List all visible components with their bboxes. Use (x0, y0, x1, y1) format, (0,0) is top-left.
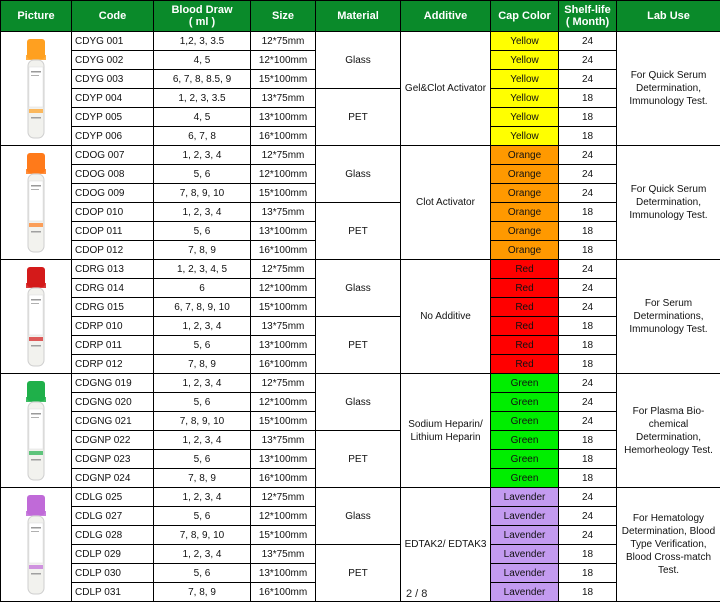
cap-color: Orange (491, 222, 559, 241)
tube-size: 16*100mm (251, 127, 316, 146)
header-picture: Picture (1, 1, 72, 32)
tube-size: 13*75mm (251, 203, 316, 222)
cap-color: Lavender (491, 564, 559, 583)
product-code: CDYP 005 (72, 108, 154, 127)
blood-draw-volume: 5, 6 (154, 507, 251, 526)
product-code: CDRP 012 (72, 355, 154, 374)
product-code: CDLG 027 (72, 507, 154, 526)
header-code: Code (72, 1, 154, 32)
additive: Gel&Clot Activator (401, 32, 491, 146)
product-code: CDRG 014 (72, 279, 154, 298)
blood-draw-volume: 6, 7, 8, 8.5, 9 (154, 70, 251, 89)
shelf-life: 18 (559, 89, 617, 108)
blood-draw-volume: 7, 8, 9 (154, 583, 251, 602)
cap-color: Orange (491, 241, 559, 260)
cap-color: Lavender (491, 507, 559, 526)
blood-draw-volume: 7, 8, 9 (154, 469, 251, 488)
cap-color: Yellow (491, 51, 559, 70)
material-glass: Glass (316, 374, 401, 431)
shelf-life: 24 (559, 260, 617, 279)
product-code: CDOG 007 (72, 146, 154, 165)
cap-color: Lavender (491, 526, 559, 545)
shelf-life: 24 (559, 412, 617, 431)
blood-draw-volume: 7, 8, 9 (154, 355, 251, 374)
blood-draw-volume: 5, 6 (154, 564, 251, 583)
orange-cap-tube-icon (23, 151, 49, 255)
tube-size: 12*75mm (251, 32, 316, 51)
lab-use: For Quick Serum Determination, Immunology Test. (617, 146, 720, 260)
additive: No Additive (401, 260, 491, 374)
shelf-life: 18 (559, 545, 617, 564)
table-row (1, 374, 720, 393)
cap-color: Yellow (491, 108, 559, 127)
cap-color: Green (491, 412, 559, 431)
shelf-life: 18 (559, 336, 617, 355)
tube-size: 12*100mm (251, 393, 316, 412)
material-pet: PET (316, 545, 401, 602)
tube-size: 13*75mm (251, 545, 316, 564)
tube-size: 16*100mm (251, 241, 316, 260)
table-row (1, 203, 720, 222)
tube-size: 12*75mm (251, 146, 316, 165)
tube-size: 12*100mm (251, 51, 316, 70)
cap-color: Orange (491, 203, 559, 222)
blood-draw-volume: 7, 8, 9 (154, 241, 251, 260)
tube-size: 16*100mm (251, 355, 316, 374)
tube-size: 13*100mm (251, 108, 316, 127)
header-size: Size (251, 1, 316, 32)
tube-size: 16*100mm (251, 469, 316, 488)
shelf-life: 18 (559, 469, 617, 488)
blood-draw-volume: 1, 2, 3, 4 (154, 488, 251, 507)
material-glass: Glass (316, 488, 401, 545)
additive: EDTAK2/ EDTAK3 (401, 488, 491, 602)
tube-picture (1, 488, 72, 602)
product-code: CDLP 031 (72, 583, 154, 602)
shelf-life: 24 (559, 51, 617, 70)
table-row (1, 146, 720, 165)
product-code: CDOP 012 (72, 241, 154, 260)
header-cap-color: Cap Color (491, 1, 559, 32)
blood-draw-volume: 7, 8, 9, 10 (154, 184, 251, 203)
product-code: CDLG 028 (72, 526, 154, 545)
product-code: CDYG 001 (72, 32, 154, 51)
product-code: CDRG 013 (72, 260, 154, 279)
shelf-life: 24 (559, 184, 617, 203)
blood-draw-volume: 1, 2, 3, 3.5 (154, 89, 251, 108)
tube-size: 12*100mm (251, 279, 316, 298)
cap-color: Red (491, 317, 559, 336)
lavender-cap-tube-icon (23, 493, 49, 597)
tube-size: 15*100mm (251, 184, 316, 203)
shelf-life: 18 (559, 450, 617, 469)
cap-color: Red (491, 298, 559, 317)
shelf-life: 18 (559, 241, 617, 260)
tube-size: 12*75mm (251, 488, 316, 507)
shelf-life: 24 (559, 488, 617, 507)
table-row (1, 317, 720, 336)
tube-picture (1, 146, 72, 260)
table-row (1, 488, 720, 507)
shelf-life: 24 (559, 70, 617, 89)
cap-color: Red (491, 260, 559, 279)
cap-color: Red (491, 355, 559, 374)
blood-draw-volume: 7, 8, 9, 10 (154, 412, 251, 431)
blood-draw-volume: 5, 6 (154, 393, 251, 412)
material-pet: PET (316, 203, 401, 260)
tube-size: 13*75mm (251, 89, 316, 108)
shelf-life: 24 (559, 393, 617, 412)
material-pet: PET (316, 89, 401, 146)
header-shelf-life-line1: Shelf-life (564, 4, 610, 16)
tube-picture (1, 374, 72, 488)
product-code: CDGNG 020 (72, 393, 154, 412)
cap-color: Yellow (491, 89, 559, 108)
table-body (1, 32, 720, 602)
tube-size: 15*100mm (251, 298, 316, 317)
product-code: CDGNP 024 (72, 469, 154, 488)
blood-draw-volume: 1, 2, 3, 4 (154, 545, 251, 564)
additive: Clot Activator (401, 146, 491, 260)
tube-size: 13*100mm (251, 450, 316, 469)
tube-size: 12*100mm (251, 507, 316, 526)
header-blood-draw-line2: ( ml ) (189, 16, 215, 28)
material-glass: Glass (316, 260, 401, 317)
shelf-life: 24 (559, 146, 617, 165)
shelf-life: 18 (559, 564, 617, 583)
shelf-life: 24 (559, 507, 617, 526)
blood-draw-volume: 1, 2, 3, 4 (154, 374, 251, 393)
blood-draw-volume: 6, 7, 8, 9, 10 (154, 298, 251, 317)
shelf-life: 18 (559, 127, 617, 146)
header-row (1, 1, 720, 32)
table-row (1, 89, 720, 108)
shelf-life: 18 (559, 355, 617, 374)
cap-color: Lavender (491, 583, 559, 602)
blood-draw-volume: 5, 6 (154, 222, 251, 241)
header-blood-draw (154, 1, 251, 32)
header-additive: Additive (401, 1, 491, 32)
shelf-life: 24 (559, 374, 617, 393)
product-code: CDGNP 023 (72, 450, 154, 469)
lab-use: For Hematology Determination, Blood Type Verification, Blood Cross-match Test. (617, 488, 720, 602)
cap-color: Green (491, 374, 559, 393)
cap-color: Green (491, 393, 559, 412)
tube-size: 13*100mm (251, 336, 316, 355)
product-code: CDGNG 019 (72, 374, 154, 393)
product-code: CDYG 003 (72, 70, 154, 89)
table-row (1, 545, 720, 564)
cap-color: Green (491, 431, 559, 450)
cap-color: Yellow (491, 127, 559, 146)
product-code: CDGNG 021 (72, 412, 154, 431)
material-pet: PET (316, 317, 401, 374)
product-code: CDOG 008 (72, 165, 154, 184)
blood-draw-volume: 6 (154, 279, 251, 298)
cap-color: Green (491, 450, 559, 469)
product-code: CDLG 025 (72, 488, 154, 507)
product-code: CDRP 011 (72, 336, 154, 355)
lab-use: For Quick Serum Determination, Immunology Test. (617, 32, 720, 146)
tube-size: 12*75mm (251, 374, 316, 393)
lab-use: For Plasma Bio-chemical Determination, Hemorheology Test. (617, 374, 720, 488)
blood-draw-volume: 1, 2, 3, 4 (154, 146, 251, 165)
cap-color: Yellow (491, 32, 559, 51)
shelf-life: 24 (559, 279, 617, 298)
blood-draw-volume: 5, 6 (154, 336, 251, 355)
tube-size: 16*100mm (251, 583, 316, 602)
product-code: CDRP 010 (72, 317, 154, 336)
product-code: CDYG 002 (72, 51, 154, 70)
tube-size: 13*100mm (251, 564, 316, 583)
tube-size: 15*100mm (251, 526, 316, 545)
page-number: 2 / 8 (406, 588, 427, 600)
product-code: CDGNP 022 (72, 431, 154, 450)
shelf-life: 24 (559, 32, 617, 51)
tube-size: 12*100mm (251, 165, 316, 184)
shelf-life: 24 (559, 526, 617, 545)
tube-size: 15*100mm (251, 412, 316, 431)
tube-picture (1, 260, 72, 374)
product-code: CDOP 010 (72, 203, 154, 222)
cap-color: Orange (491, 146, 559, 165)
product-code: CDRG 015 (72, 298, 154, 317)
cap-color: Green (491, 469, 559, 488)
tube-size: 13*100mm (251, 222, 316, 241)
table-row (1, 32, 720, 51)
shelf-life: 24 (559, 165, 617, 184)
tube-size: 12*75mm (251, 260, 316, 279)
blood-draw-volume: 1, 2, 3, 4 (154, 431, 251, 450)
tube-picture (1, 32, 72, 146)
blood-draw-volume: 1,2, 3, 3.5 (154, 32, 251, 51)
cap-color: Lavender (491, 545, 559, 564)
blood-draw-volume: 6, 7, 8 (154, 127, 251, 146)
tube-size: 13*75mm (251, 431, 316, 450)
table-row (1, 260, 720, 279)
blood-draw-volume: 4, 5 (154, 51, 251, 70)
shelf-life: 18 (559, 203, 617, 222)
header-shelf-life (559, 1, 617, 32)
blood-draw-volume: 1, 2, 3, 4, 5 (154, 260, 251, 279)
additive: Sodium Heparin/ Lithium Heparin (401, 374, 491, 488)
shelf-life: 24 (559, 298, 617, 317)
material-pet: PET (316, 431, 401, 488)
cap-color: Orange (491, 165, 559, 184)
product-code: CDYP 004 (72, 89, 154, 108)
material-glass: Glass (316, 32, 401, 89)
shelf-life: 18 (559, 431, 617, 450)
blood-draw-volume: 7, 8, 9, 10 (154, 526, 251, 545)
header-shelf-life-line2: ( Month) (566, 16, 609, 28)
product-code: CDOG 009 (72, 184, 154, 203)
material-glass: Glass (316, 146, 401, 203)
header-blood-draw-line1: Blood Draw (171, 4, 232, 16)
tube-size: 13*75mm (251, 317, 316, 336)
table-row (1, 431, 720, 450)
yellow-cap-tube-icon (23, 37, 49, 141)
blood-draw-volume: 5, 6 (154, 165, 251, 184)
lab-use: For Serum Determinations, Immunology Test. (617, 260, 720, 374)
cap-color: Red (491, 279, 559, 298)
header-material: Material (316, 1, 401, 32)
header-lab-use: Lab Use (617, 1, 720, 32)
blood-draw-volume: 1, 2, 3, 4 (154, 317, 251, 336)
blood-draw-volume: 5, 6 (154, 450, 251, 469)
blood-draw-volume: 4, 5 (154, 108, 251, 127)
shelf-life: 18 (559, 108, 617, 127)
product-code: CDLP 029 (72, 545, 154, 564)
product-code: CDYP 006 (72, 127, 154, 146)
cap-color: Orange (491, 184, 559, 203)
cap-color: Yellow (491, 70, 559, 89)
green-cap-tube-icon (23, 379, 49, 483)
product-code: CDOP 011 (72, 222, 154, 241)
cap-color: Red (491, 336, 559, 355)
tube-size: 15*100mm (251, 70, 316, 89)
shelf-life: 18 (559, 317, 617, 336)
shelf-life: 18 (559, 583, 617, 602)
shelf-life: 18 (559, 222, 617, 241)
red-cap-tube-icon (23, 265, 49, 369)
cap-color: Lavender (491, 488, 559, 507)
product-code: CDLP 030 (72, 564, 154, 583)
blood-draw-volume: 1, 2, 3, 4 (154, 203, 251, 222)
